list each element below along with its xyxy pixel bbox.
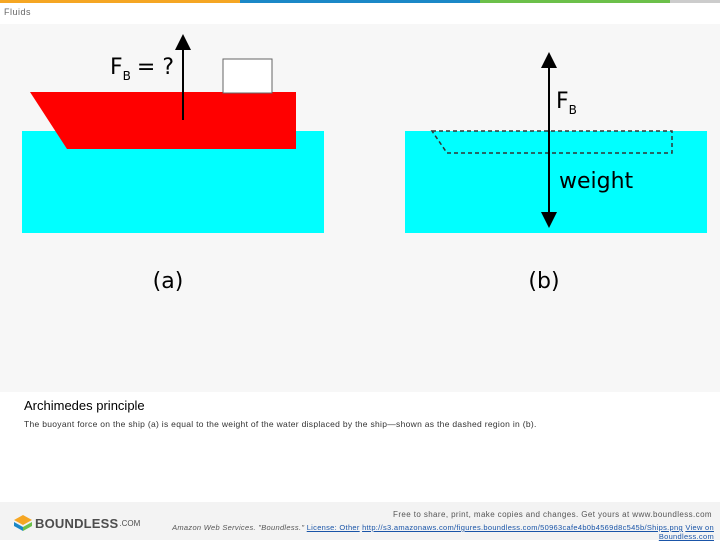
source-url-link[interactable]: http://s3.amazonaws.com/figures.boundless.com/50963cafe4b0b4569d8c545b/Ships.png	[362, 523, 683, 532]
attribution-text: Amazon Web Services. "Boundless."	[172, 523, 305, 532]
footer-attribution	[166, 523, 714, 541]
color-bar-gray	[670, 0, 720, 3]
boundless-logo-icon	[14, 515, 32, 531]
force-label-a: $F_B$ = ?	[110, 55, 174, 83]
color-bar-green	[480, 0, 670, 3]
color-bar-blue	[240, 0, 480, 3]
view-on-boundless-link[interactable]: View on Boundless.com	[658, 523, 714, 541]
logo-text: BOUNDLESS	[35, 515, 119, 531]
ship-hull-a	[30, 92, 296, 149]
license-link[interactable]: License: Other	[306, 523, 360, 532]
caption-text: The buoyant force on the ship (a) is equal to the weight of the water displaced by the ship—shown as the dashed region in (b).	[24, 419, 537, 429]
panel-label-b: (b)	[528, 269, 560, 294]
color-bar-orange	[0, 0, 240, 3]
caption-title: Archimedes principle	[24, 398, 145, 413]
section-title: Fluids	[4, 7, 32, 17]
footer	[0, 502, 720, 540]
weight-label-b: weight	[559, 169, 634, 194]
panel-label-a: (a)	[152, 269, 184, 294]
ship-cabin-a	[223, 59, 272, 93]
boundless-logo[interactable]	[14, 515, 140, 531]
footer-share-text: Free to share, print, make copies and changes. Get yours at www.boundless.com	[393, 510, 712, 519]
color-bar	[0, 0, 720, 3]
force-label-b: $F_B$	[556, 89, 577, 117]
logo-suffix: .COM	[119, 518, 141, 528]
water-b	[405, 131, 707, 233]
ship-diagram	[0, 24, 720, 392]
